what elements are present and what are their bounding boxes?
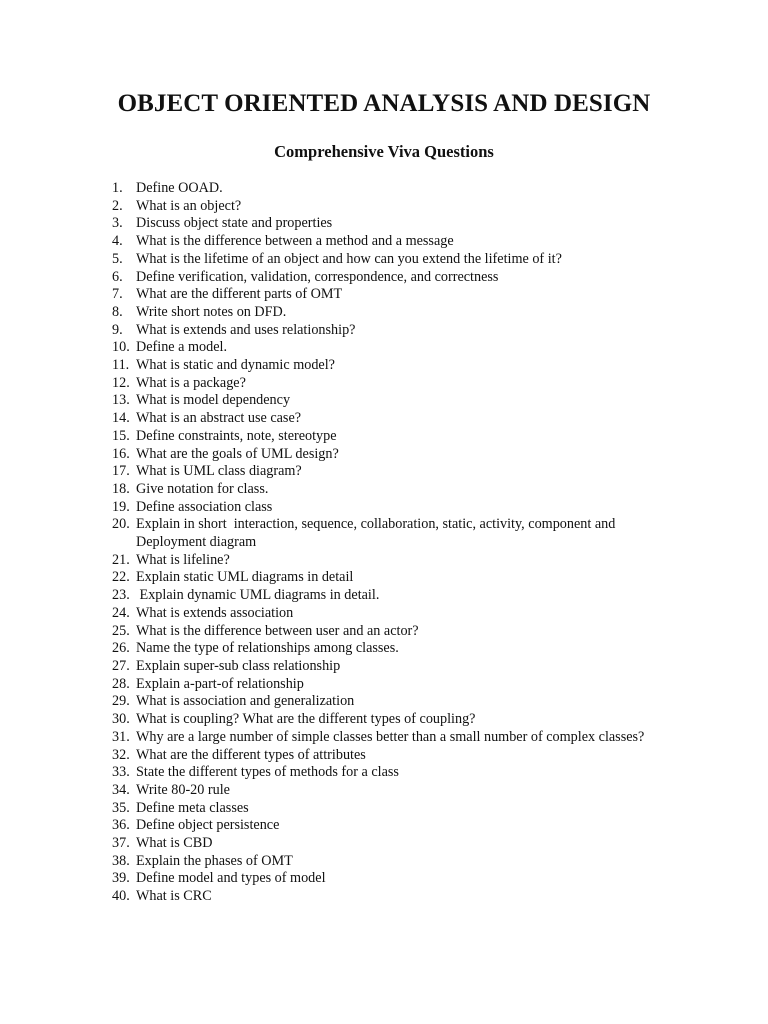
question-number: 3. xyxy=(112,215,123,232)
question-text: What is model dependency xyxy=(136,392,291,409)
question-text: Define meta classes xyxy=(136,799,249,816)
question-list xyxy=(112,180,672,906)
question-text: Define object persistence xyxy=(136,817,280,834)
question-number: 2. xyxy=(112,197,123,214)
question-text: Define OOAD. xyxy=(136,180,223,196)
question-number: 17. xyxy=(112,463,130,480)
document-subtitle: Comprehensive Viva Questions xyxy=(274,142,494,161)
question-item xyxy=(112,463,672,481)
question-number: 20. xyxy=(112,516,130,533)
question-text: What is lifeline? xyxy=(136,551,230,568)
question-item xyxy=(112,428,672,446)
question-number: 34. xyxy=(112,781,130,798)
question-item xyxy=(112,817,672,835)
question-text: State the different types of methods for a class xyxy=(136,764,399,781)
question-item xyxy=(112,782,672,800)
question-item xyxy=(112,764,672,782)
question-item xyxy=(112,693,672,711)
question-text: What is extends association xyxy=(136,604,294,621)
question-number: 36. xyxy=(112,817,130,834)
question-item xyxy=(112,410,672,428)
question-item xyxy=(112,481,672,499)
question-number: 35. xyxy=(112,799,130,816)
question-text: Explain in short interaction, sequence, collaboration, static, activity, component and xyxy=(136,516,616,533)
question-number: 29. xyxy=(112,693,130,710)
question-number: 6. xyxy=(112,268,123,285)
question-number: 32. xyxy=(112,746,130,763)
question-text: What is extends and uses relationship? xyxy=(136,321,356,338)
question-number: 19. xyxy=(112,498,130,515)
question-item xyxy=(112,800,672,818)
question-text: Explain super-sub class relationship xyxy=(136,657,341,674)
question-item xyxy=(112,888,672,906)
question-number: 22. xyxy=(112,569,130,586)
question-item xyxy=(112,215,672,233)
question-number: 38. xyxy=(112,852,130,869)
question-item xyxy=(112,269,672,287)
question-item xyxy=(112,304,672,322)
question-text: Give notation for class. xyxy=(136,480,269,497)
question-number: 10. xyxy=(112,339,130,356)
question-text: Explain the phases of OMT xyxy=(136,852,293,869)
question-item xyxy=(112,658,672,676)
question-text: What is CBD xyxy=(136,835,213,852)
question-number: 16. xyxy=(112,445,130,462)
question-number: 39. xyxy=(112,870,130,887)
question-number: 25. xyxy=(112,622,130,639)
question-item xyxy=(112,198,672,216)
question-number: 27. xyxy=(112,657,130,674)
question-number: 4. xyxy=(112,233,123,250)
question-item xyxy=(112,747,672,765)
question-text: What are the different parts of OMT xyxy=(136,286,343,303)
question-item xyxy=(112,322,672,340)
question-text: What is association and generalization xyxy=(136,693,355,710)
question-text: Define constraints, note, stereotype xyxy=(136,427,337,444)
question-item xyxy=(112,446,672,464)
question-number: 1. xyxy=(112,180,123,196)
question-number: 31. xyxy=(112,728,130,745)
question-number: 23. xyxy=(112,587,130,604)
question-text: Write short notes on DFD. xyxy=(136,303,287,320)
question-text: Explain a-part-of relationship xyxy=(136,675,304,692)
question-item xyxy=(112,233,672,251)
question-number: 21. xyxy=(112,551,130,568)
question-item xyxy=(112,499,672,517)
question-text: Explain dynamic UML diagrams in detail. xyxy=(136,587,380,604)
question-text: Explain static UML diagrams in detail xyxy=(136,569,354,586)
question-item xyxy=(112,569,672,587)
question-text: Define verification, validation, correspondence, and correctness xyxy=(136,268,499,285)
question-number: 14. xyxy=(112,410,130,427)
question-number: 28. xyxy=(112,675,130,692)
question-item xyxy=(112,392,672,410)
question-text: What is an abstract use case? xyxy=(136,410,302,427)
question-text: Define a model. xyxy=(136,339,227,356)
question-text: What is CRC xyxy=(136,888,212,905)
question-number: 40. xyxy=(112,888,130,905)
question-text: What is the lifetime of an object and how can you extend the lifetime of it? xyxy=(136,250,562,267)
question-text: Define model and types of model xyxy=(136,870,326,887)
question-number: 13. xyxy=(112,392,130,409)
question-number: 37. xyxy=(112,835,130,852)
question-number: 30. xyxy=(112,711,130,728)
question-text: Discuss object state and properties xyxy=(136,215,333,232)
question-item xyxy=(112,640,672,658)
question-item xyxy=(112,587,672,605)
question-number: 9. xyxy=(112,321,123,338)
question-number: 5. xyxy=(112,250,123,267)
question-item xyxy=(112,180,672,198)
question-text: What are the different types of attributes xyxy=(136,746,366,763)
question-number: 11. xyxy=(112,357,130,374)
question-item xyxy=(112,552,672,570)
question-number: 26. xyxy=(112,640,130,657)
question-item xyxy=(112,676,672,694)
question-number: 7. xyxy=(112,286,123,303)
question-item xyxy=(112,853,672,871)
question-item xyxy=(112,623,672,641)
question-item xyxy=(112,375,672,393)
question-item xyxy=(112,251,672,269)
question-text: What are the goals of UML design? xyxy=(136,445,339,462)
question-text: What is the difference between a method and a message xyxy=(136,233,454,250)
document-title: OBJECT ORIENTED ANALYSIS AND DESIGN xyxy=(117,90,651,117)
question-text: What is static and dynamic model? xyxy=(136,357,335,374)
question-item xyxy=(112,605,672,623)
question-text: What is the difference between user and an actor? xyxy=(136,622,419,639)
question-text: What is an object? xyxy=(136,197,242,214)
question-item xyxy=(112,286,672,304)
question-number: 15. xyxy=(112,427,130,444)
question-item xyxy=(112,357,672,375)
question-text: What is UML class diagram? xyxy=(136,463,302,480)
question-item xyxy=(112,711,672,729)
question-item xyxy=(112,835,672,853)
question-number: 18. xyxy=(112,480,130,497)
question-text: Define association class xyxy=(136,498,273,515)
question-item xyxy=(112,516,672,551)
question-number: 8. xyxy=(112,303,123,320)
question-number: 33. xyxy=(112,764,130,781)
question-item xyxy=(112,729,672,747)
question-text-continued: Deployment diagram xyxy=(136,534,257,551)
question-text: Name the type of relationships among classes. xyxy=(136,640,399,657)
question-text: What is a package? xyxy=(136,374,246,391)
question-number: 24. xyxy=(112,604,130,621)
question-item xyxy=(112,870,672,888)
question-text: Why are a large number of simple classes better than a small number of complex classes? xyxy=(136,728,645,745)
question-number: 12. xyxy=(112,374,130,391)
question-item xyxy=(112,339,672,357)
question-text: What is coupling? What are the different types of coupling? xyxy=(136,711,476,728)
question-text: Write 80-20 rule xyxy=(136,781,230,798)
